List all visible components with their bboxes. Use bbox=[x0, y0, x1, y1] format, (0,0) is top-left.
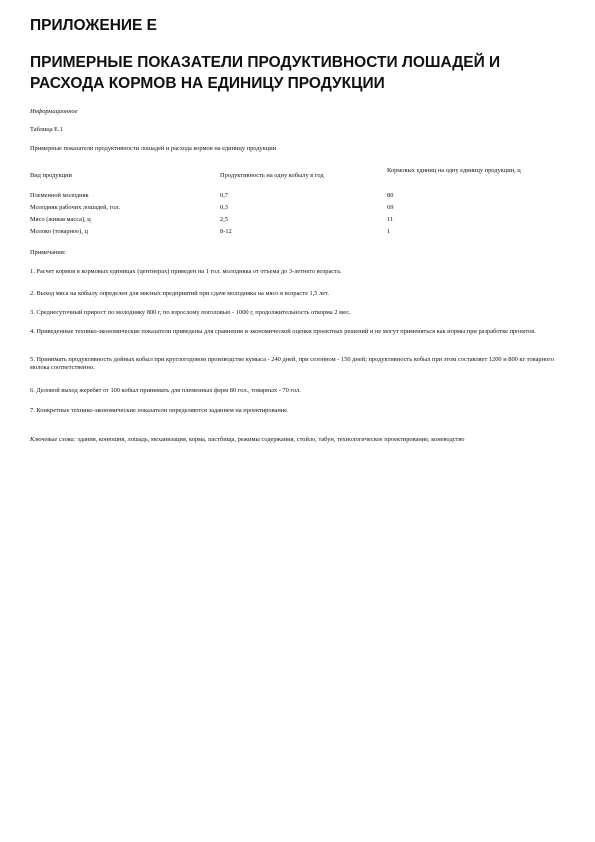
keywords-block bbox=[30, 436, 570, 444]
note-item-5: 5. Принимать продуктивность дойных кобыл при круглогодовом производстве кумыса - 240 дней, при сезонном - 150 дней; продуктивность кобыл при этом составляет 1200 и 800 кг товарного молока соответственно. bbox=[30, 356, 554, 371]
table-caption: Примерные показатели продуктивности лошадей и расхода кормов на единицу продукции bbox=[30, 145, 277, 152]
keywords-label: Ключевые слова: bbox=[30, 436, 76, 443]
note-item-2: 2. Выход мяса на кобылу определен для мясных предприятий при сдаче молодняка на мясо в возрасте 1,5 лет. bbox=[30, 290, 330, 297]
table-number: Таблица Е.1 bbox=[30, 126, 63, 133]
table-cell: Мясо (живая масса), ц bbox=[30, 216, 91, 223]
productivity-table bbox=[30, 164, 575, 240]
table-row bbox=[30, 204, 575, 216]
notes-heading: Примечания: bbox=[30, 249, 66, 256]
table-row bbox=[30, 228, 575, 240]
document-title: ПРИМЕРНЫЕ ПОКАЗАТЕЛИ ПРОДУКТИВНОСТИ ЛОШАДЕЙ И РАСХОДА КОРМОВ НА ЕДИНИЦУ ПРОДУКЦИИ bbox=[30, 54, 501, 92]
table-cell: 1 bbox=[387, 228, 391, 235]
table-cell: 0,7 bbox=[220, 192, 228, 199]
column-header-feed-units: Кормовых единиц на одну единицу продукции, ц bbox=[387, 167, 521, 174]
note-item-1: 1. Расчет кормов в кормовых единицах (центнерах) приведен на 1 гол. молодняка от отъема до 3-летнего возраста. bbox=[30, 268, 342, 275]
table-cell: 80 bbox=[387, 192, 394, 199]
table-row bbox=[30, 192, 575, 204]
table-cell: 69 bbox=[387, 204, 394, 211]
note-item-3: 3. Среднесуточный прирост по молодняку 800 г, по взрослому поголовью - 1000 г, продолжительность откорма 2 мес. bbox=[30, 309, 351, 316]
table-cell: Племенной молодняк bbox=[30, 192, 89, 199]
table-cell: 8-12 bbox=[220, 228, 232, 235]
note-item-6: 6. Деловой выход жеребят от 100 кобыл принимать для племенных ферм 80 гол., товарных - 70 гол. bbox=[30, 387, 301, 394]
appendix-title: ПРИЛОЖЕНИЕ Е bbox=[30, 17, 158, 34]
table-cell: 2,5 bbox=[220, 216, 228, 223]
status-label: Информационное bbox=[30, 108, 78, 115]
table-cell: Молодняк рабочих лошадей, гол. bbox=[30, 204, 121, 211]
column-header-product-type: Вид продукции bbox=[30, 172, 72, 179]
table-cell: Молоко (товарное), ц bbox=[30, 228, 88, 235]
column-header-productivity: Продуктивность на одну кобылу в год bbox=[220, 172, 324, 179]
note-item-4: 4. Приведенные технико-экономические показатели приведены для сравнения и экономической оценки проектных решений и не могут применяться как нормы при разработке проектов. bbox=[30, 328, 536, 335]
table-header-row bbox=[30, 164, 575, 192]
table-row bbox=[30, 216, 575, 228]
note-item-7: 7. Конкретные технико-экономические показатели определяются заданием на проектирование. bbox=[30, 407, 289, 414]
keywords-text: здания, конюшня, лошадь, механизация, корма, пастбища, режимы содержания, стойло, табун, технологическое проектирование, коневодство bbox=[75, 436, 465, 443]
table-cell: 0,3 bbox=[220, 204, 228, 211]
table-cell: 11 bbox=[387, 216, 394, 223]
